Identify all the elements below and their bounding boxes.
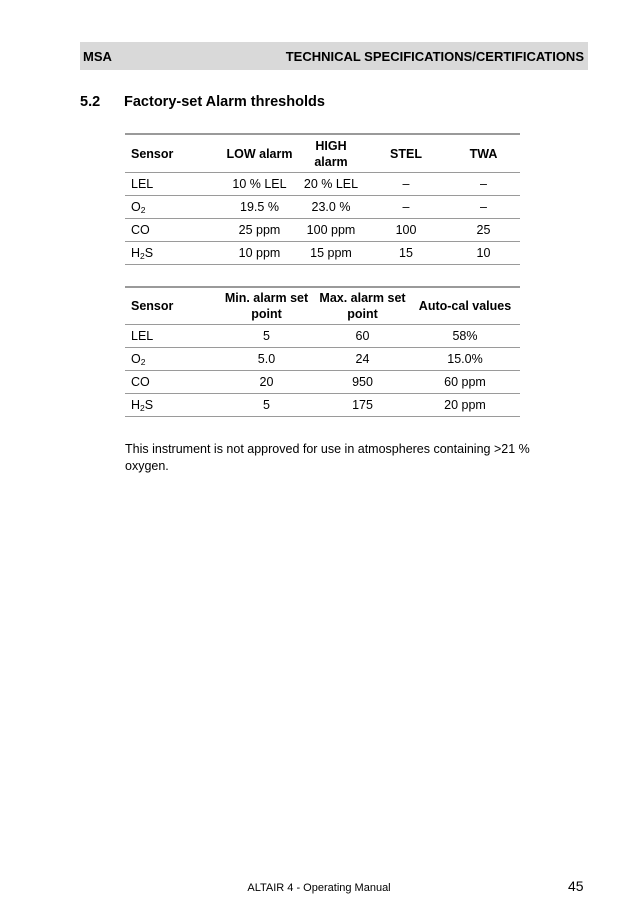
min-set-point-cell: 5 — [218, 394, 315, 417]
column-header-max-alarm-set-point: Max. alarm set point — [315, 287, 410, 325]
stel-cell: – — [365, 173, 447, 196]
column-header-low-alarm: LOW alarm — [222, 134, 297, 173]
alarm-setpoint-table — [125, 286, 520, 417]
max-set-point-cell: 950 — [315, 371, 410, 394]
table-row — [125, 371, 520, 394]
high-alarm-cell: 100 ppm — [297, 219, 365, 242]
column-header-min-alarm-set-point: Min. alarm set point — [218, 287, 315, 325]
table-row — [125, 196, 520, 219]
low-alarm-cell: 10 ppm — [222, 242, 297, 265]
stel-cell: – — [365, 196, 447, 219]
min-set-point-cell: 5 — [218, 325, 315, 348]
alarm-thresholds-table — [125, 133, 520, 265]
auto-cal-cell: 15.0% — [410, 348, 520, 371]
high-alarm-cell: 20 % LEL — [297, 173, 365, 196]
page-number: 45 — [568, 878, 584, 894]
table-row — [125, 325, 520, 348]
sensor-cell: $O_2$ — [125, 348, 218, 371]
high-alarm-cell: 15 ppm — [297, 242, 365, 265]
high-alarm-cell: 23.0 % — [297, 196, 365, 219]
header-chapter-title: TECHNICAL SPECIFICATIONS/CERTIFICATIONS — [285, 48, 584, 64]
page-header — [80, 42, 588, 70]
footer-manual-title: ALTAIR 4 - Operating Manual — [247, 882, 391, 894]
sensor-cell: $H_2S$ — [125, 394, 218, 417]
table-row — [125, 348, 520, 371]
twa-cell: – — [447, 173, 520, 196]
sensor-cell: $O_2$ — [125, 196, 222, 219]
low-alarm-cell: 25 ppm — [222, 219, 297, 242]
stel-cell: 100 — [365, 219, 447, 242]
auto-cal-cell: 58% — [410, 325, 520, 348]
column-header-sensor: Sensor — [125, 287, 218, 325]
max-set-point-cell: 24 — [315, 348, 410, 371]
table-row — [125, 173, 520, 196]
section-title: Factory-set Alarm thresholds — [124, 94, 325, 110]
sensor-cell: $H_2S$ — [125, 242, 222, 265]
auto-cal-cell: 60 ppm — [410, 371, 520, 394]
column-header-sensor: Sensor — [125, 134, 222, 173]
max-set-point-cell: 60 — [315, 325, 410, 348]
table-header-row — [125, 134, 520, 173]
auto-cal-cell: 20 ppm — [410, 394, 520, 417]
column-header-stel: STEL — [365, 134, 447, 173]
low-alarm-cell: 19.5 % — [222, 196, 297, 219]
twa-cell: 10 — [447, 242, 520, 265]
column-header-auto-cal-values: Auto-cal values — [410, 287, 520, 325]
header-brand: MSA — [83, 48, 112, 64]
sensor-cell: CO — [125, 219, 222, 242]
sensor-cell: CO — [125, 371, 218, 394]
table-row — [125, 219, 520, 242]
stel-cell: 15 — [365, 242, 447, 265]
oxygen-note: This instrument is not approved for use in atmospheres containing >21 % oxygen. — [125, 442, 530, 473]
sensor-cell: LEL — [125, 173, 222, 196]
section-number: 5.2 — [80, 94, 101, 110]
low-alarm-cell: 10 % LEL — [222, 173, 297, 196]
column-header-high-alarm: HIGH alarm — [297, 134, 365, 173]
sensor-cell: LEL — [125, 325, 218, 348]
twa-cell: – — [447, 196, 520, 219]
table-header-row — [125, 287, 520, 325]
table-row — [125, 242, 520, 265]
column-header-twa: TWA — [447, 134, 520, 173]
table-row — [125, 394, 520, 417]
max-set-point-cell: 175 — [315, 394, 410, 417]
min-set-point-cell: 5.0 — [218, 348, 315, 371]
section-heading — [80, 94, 325, 110]
twa-cell: 25 — [447, 219, 520, 242]
min-set-point-cell: 20 — [218, 371, 315, 394]
